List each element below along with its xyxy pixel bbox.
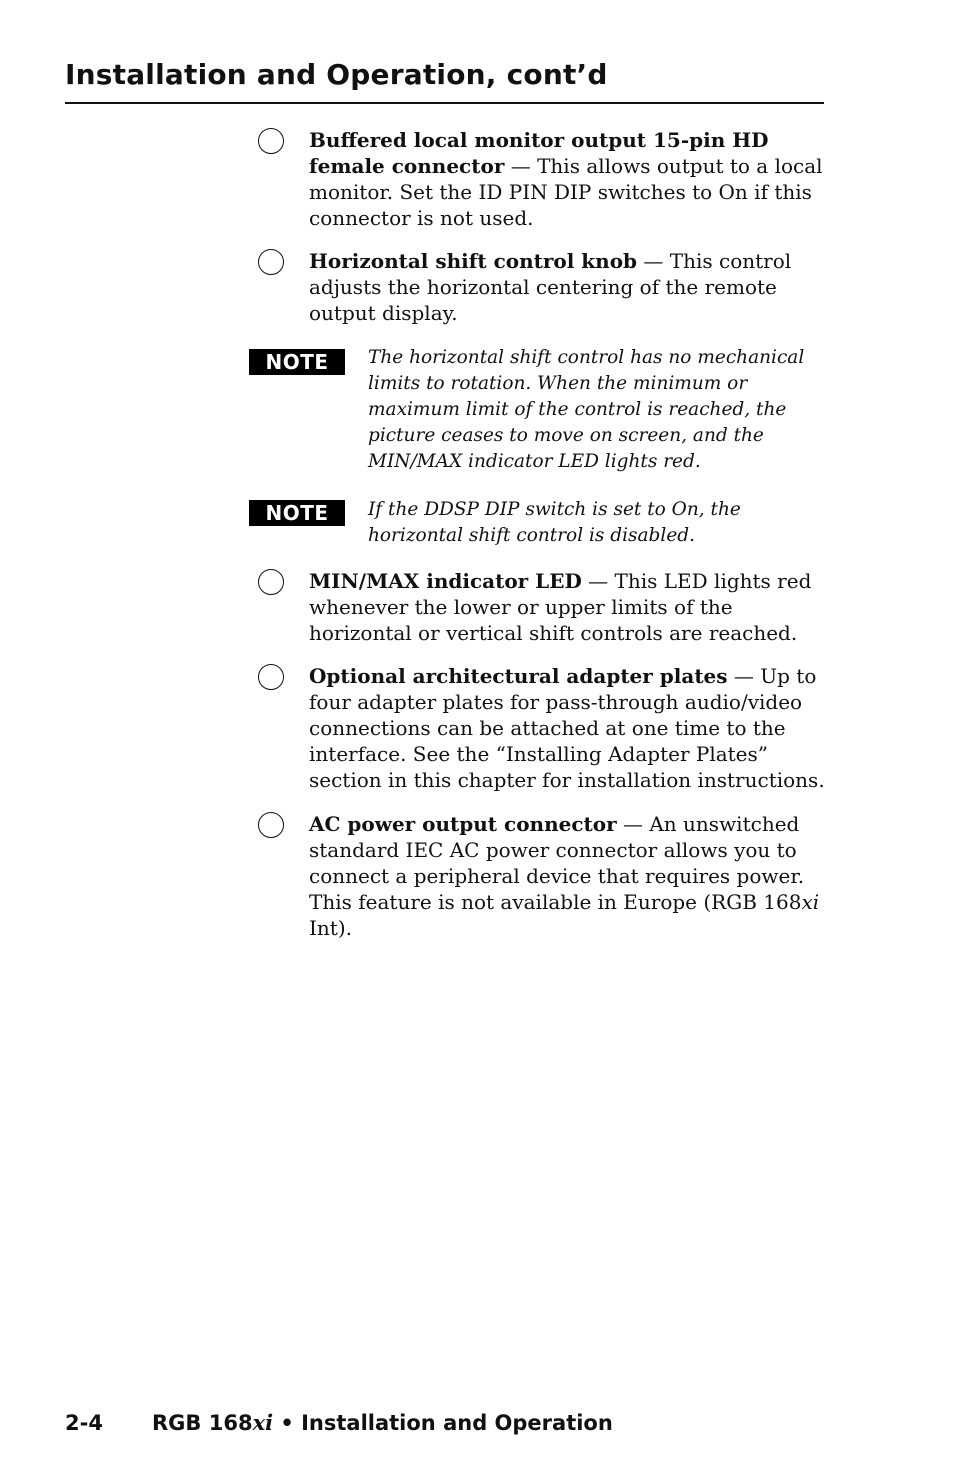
item-adapter-plates [309, 663, 829, 793]
page-title: Installation and Operation, cont’d [65, 58, 608, 91]
note-badge: NOTE [249, 500, 345, 526]
item-description: This LED lights red whenever the lower or upper limits of the horizontal or vertical shift controls are reached. [309, 569, 812, 645]
note-badge: NOTE [249, 349, 345, 375]
product-suffix-xi: xi [801, 890, 820, 914]
item-title: MIN/MAX indicator LED [309, 569, 582, 593]
item-horizontal-shift-knob [309, 248, 829, 326]
note-text: If the DDSP DIP switch is set to On, the horizontal shift control is disabled. [368, 499, 741, 546]
footer-product-name: RGB 168 [152, 1411, 253, 1435]
callout-circle-1 [258, 128, 284, 154]
item-description: Up to four adapter plates for pass-through audio/video connections can be attached at one time to the interface. See the “Installing Adapter Plates” section in this chapter for installation instructions. [309, 664, 825, 792]
footer-section-title: • Installation and Operation [273, 1411, 613, 1435]
item-title: Optional architectural adapter plates [309, 664, 728, 688]
item-description: An unswitched standard IEC AC power connector allows you to connect a peripheral device that requires power. This feature is not available in Europe (RGB 168 [309, 812, 805, 914]
item-dash: — [616, 812, 650, 836]
callout-circle-5 [258, 812, 284, 838]
item-description: This control adjusts the horizontal centering of the remote output display. [309, 249, 792, 325]
page-footer [65, 1408, 613, 1438]
item-description-end: Int). [309, 916, 352, 940]
item-min-max-led [309, 568, 829, 646]
item-dash: — [727, 664, 761, 688]
item-title: Horizontal shift control knob [309, 249, 638, 273]
note-text: The horizontal shift control has no mechanical limits to rotation. When the minimum or maximum limit of the control is reached, the picture ceases to move on screen, and the MIN/MAX indicator LED lights red. [368, 347, 805, 472]
item-title: AC power output connector [309, 812, 617, 836]
item-dash: — [637, 249, 670, 273]
item-dash: — [581, 569, 615, 593]
item-buffered-monitor-output [309, 127, 829, 231]
footer-product-xi: xi [252, 1410, 274, 1435]
page-number: 2-4 [65, 1411, 103, 1435]
page-header [65, 56, 824, 104]
item-dash: — [504, 154, 538, 178]
callout-circle-4 [258, 664, 284, 690]
callout-circle-2 [258, 249, 284, 275]
item-description: This allows output to a local monitor. Set the ID PIN DIP switches to On if this connector is not used. [309, 154, 823, 230]
item-ac-power-output [309, 811, 829, 941]
item-title: Buffered local monitor output 15-pin HD female connector [309, 128, 769, 178]
callout-circle-3 [258, 569, 284, 595]
